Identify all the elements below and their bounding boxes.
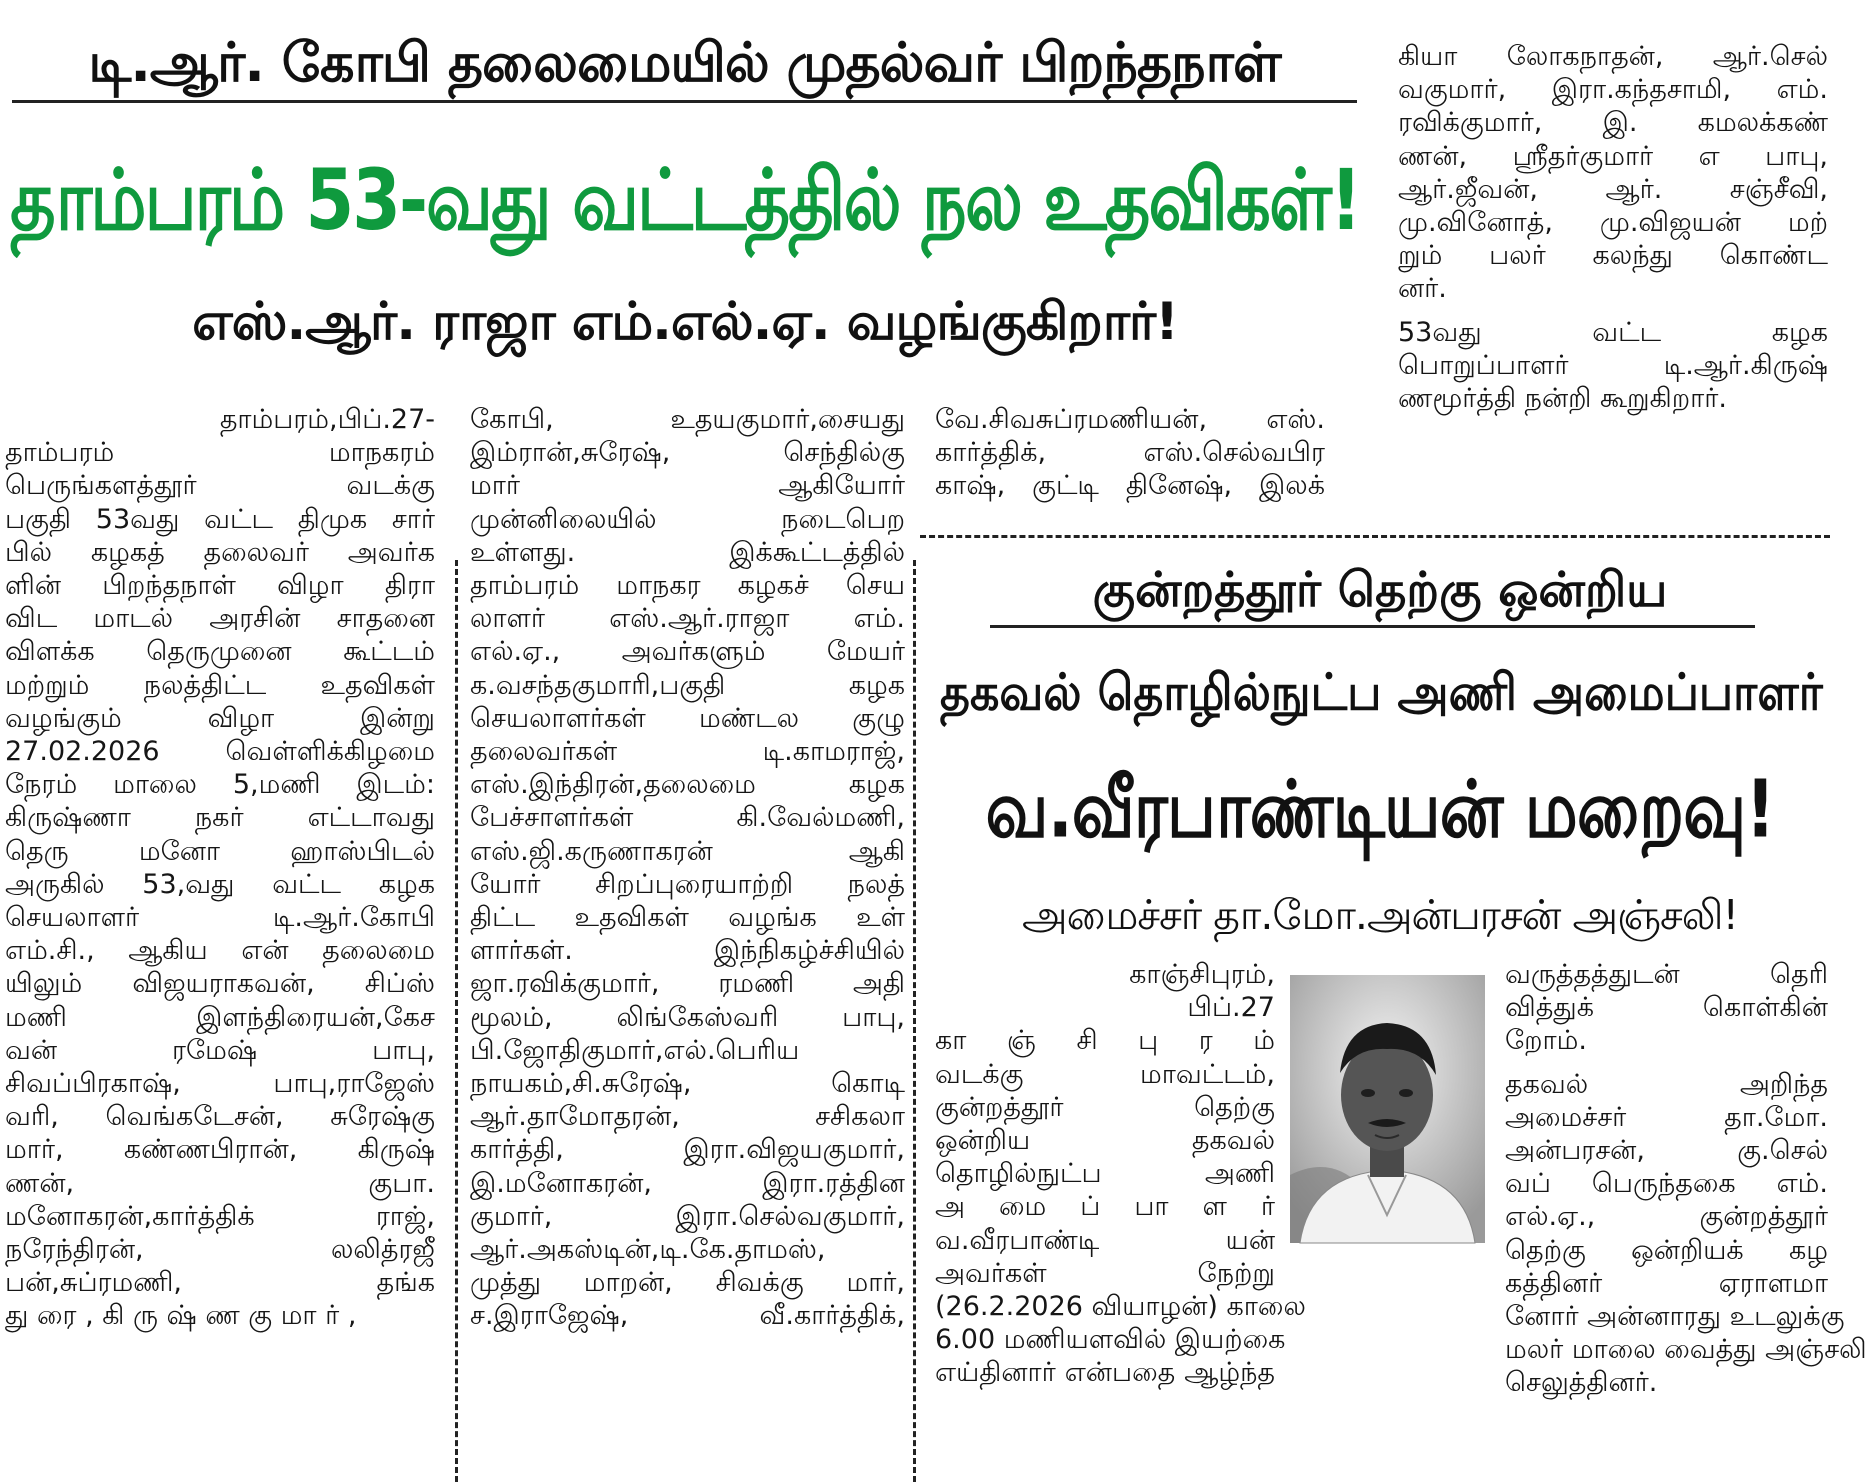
body-text-line: மு.வினோத், மு.விஜயன் மற் (1398, 207, 1828, 239)
body-text-line: ஆர்.அகஸ்டின்,டி.கே.தாமஸ், (470, 1234, 826, 1266)
body-text-line: தொழில்நுட்ப அணி (935, 1158, 1275, 1190)
body-text-line: றும் பலர் கலந்து கொண்ட (1398, 240, 1828, 272)
body-text-line: ணன், குபா. (5, 1167, 435, 1199)
body-text-line: பிப்.27 (1187, 992, 1275, 1024)
body-text-line: யோர் சிறப்புரையாற்றி நலத் (470, 868, 905, 900)
body-text-line: மணி இளந்திரையன்,கேச (5, 1001, 435, 1033)
body-text-line: காஞ்சிபுரம், (1129, 959, 1275, 990)
body-text-line: செயலாளர்கள் மண்டல குழு (470, 702, 905, 734)
body-text-line: அ மை ப் பா ள ர் (935, 1191, 1275, 1223)
portrait-photo (1290, 975, 1485, 1243)
body-text-line: செலுத்தினர். (1505, 1367, 1658, 1399)
body-text-line: முன்னிலையில் நடைபெற (470, 503, 905, 535)
body-text-line: ணமூர்த்தி நன்றி கூறுகிறார். (1398, 383, 1727, 415)
body-text-line: 53வது வட்ட கழக (1398, 316, 1828, 348)
body-text-line: மலர் மாலை வைத்து அஞ்சலி (1505, 1334, 1867, 1366)
article1-headline: தாம்பரம் 53-வது வட்டத்தில் நல உதவிகள்! (10, 150, 1360, 250)
body-text-line: மார், கண்ணபிரான், கிருஷ் (5, 1134, 435, 1166)
body-text-line: எஸ்.இந்திரன்,தலைமை கழக (470, 769, 905, 801)
body-text-line: நேரம் மாலை 5,மணி இடம்: (5, 769, 435, 801)
body-text-line: வப் பெருந்தகை எம். (1505, 1168, 1828, 1200)
body-text-line: பெருங்களத்தூர் வடக்கு (5, 470, 435, 502)
body-text-line: (26.2.2026 வியாழன்) காலை (935, 1291, 1306, 1323)
article1-column-4 (1398, 40, 1828, 415)
article-divider (920, 535, 1830, 538)
body-text-line: தலைவர்கள் டி.காமராஜ், (470, 736, 905, 768)
body-text-line: னர். (1398, 273, 1447, 305)
article1-subhead: எஸ்.ஆர். ராஜா எம்.எல்.ஏ. வழங்குகிறார்! (192, 292, 1178, 352)
body-text-line: விட மாடல் அரசின் சாதனை (5, 603, 435, 635)
body-text-line: சிவப்பிரகாஷ், பாபு,ராஜேஸ் (5, 1068, 435, 1100)
body-text-line: காஷ், குட்டி தினேஷ், இலக் (935, 470, 1325, 502)
body-text-line: தாம்பரம் மாநகர கழகச் செய (470, 570, 905, 602)
article2-column-2 (1505, 958, 1867, 1400)
body-text-line: நரேந்திரன், லலித்ரஜீ (5, 1234, 435, 1266)
kicker2-rule (990, 625, 1755, 628)
body-text-line: பில் கழகத் தலைவர் அவர்க (5, 536, 435, 568)
body-text-line: வன் ரமேஷ் பாபு, (5, 1034, 435, 1066)
body-text-line: றோம். (1505, 1025, 1587, 1057)
body-text-line: வழங்கும் விழா இன்று (5, 702, 435, 734)
article2-headline-line1: தகவல் தொழில்நுட்ப அணி அமைப்பாளர் (940, 662, 1823, 722)
body-text-line: 27.02.2026 வெள்ளிக்கிழமை (5, 736, 435, 768)
portrait-photo-svg (1290, 975, 1485, 1243)
body-text-line: அவர்கள் நேற்று (935, 1257, 1275, 1289)
body-text-line: வரி, வெங்கடேசன், சுரேஷ்கு (5, 1101, 435, 1133)
body-text-line: வித்துக் கொள்கின் (1505, 992, 1828, 1024)
body-text-line: அமைச்சர் தா.மோ. (1505, 1101, 1828, 1133)
body-text-line: க.வசந்தகுமாரி,பகுதி கழக (470, 669, 905, 701)
body-text-line: இம்ரான்,சுரேஷ், செந்தில்கு (470, 437, 905, 469)
body-text-line: தாம்பரம் மாநகரம் (5, 437, 435, 469)
body-text-line: வே.சிவசுப்ரமணியன், எஸ். (935, 404, 1325, 435)
article1-kicker: டி.ஆர். கோபி தலைமையில் முதல்வர் பிறந்தநாள் (88, 31, 1281, 94)
body-text-line: கியா லோகநாதன், ஆர்.செல் (1398, 41, 1828, 72)
body-text-line: னோர் அன்னாரது உடலுக்கு (1505, 1301, 1845, 1333)
body-text-line: எஸ்.ஜி.கருணாகரன் ஆகி (470, 835, 905, 867)
body-text-line: கோபி, உதயகுமார்,சையது (470, 404, 905, 435)
body-text-line: இ.மனோகரன், இரா.ரத்தின (470, 1167, 905, 1199)
body-text-line: ணன், ஸ்ரீதர்குமார் எ பாபு, (1398, 140, 1828, 172)
body-text-line: மார் ஆகியோர் (470, 470, 905, 502)
body-text-line: வ.வீரபாண்டி யன் (935, 1224, 1275, 1256)
article2-subhead: அமைச்சர் தா.மோ.அன்பரசன் அஞ்சலி! (1022, 891, 1738, 939)
body-text-line: கார்த்தி, இரா.விஜயகுமார், (470, 1134, 905, 1166)
body-text-line: கிருஷ்ணா நகர் எட்டாவது (5, 802, 435, 834)
article2-column-1 (935, 958, 1306, 1390)
body-text-line: வருத்தத்துடன் தெரி (1505, 959, 1828, 990)
body-text-line: அன்பரசன், கு.செல் (1505, 1135, 1828, 1167)
body-text-line: வடக்கு மாவட்டம், (935, 1058, 1275, 1090)
body-text-line: பி.ஜோதிகுமார்,எல்.பெரிய (470, 1034, 800, 1066)
body-text-line: ரவிக்குமார், இ. கமலக்கண் (1398, 107, 1828, 139)
body-text-line: தெரு மனோ ஹாஸ்பிடல் (5, 835, 435, 867)
body-text-line: ளின் பிறந்தநாள் விழா திரா (5, 570, 435, 602)
body-text-line: மனோகரன்,கார்த்திக் ராஜ், (5, 1200, 435, 1232)
article2-headline-line2: வ.வீரபாண்டியன் மறைவு! (985, 763, 1775, 856)
body-text-line: குன்றத்தூர் தெற்கு (935, 1091, 1275, 1123)
body-text-line: வகுமார், இரா.கந்தசாமி, எம். (1398, 74, 1828, 106)
body-text-line: எல்.ஏ., அவர்களும் மேயர் (470, 636, 905, 668)
column-divider (455, 560, 458, 1482)
body-text-line: யிலும் விஜயராகவன், சிப்ஸ் (5, 968, 435, 1000)
body-text-line: எம்.சி., ஆகிய என் தலைமை (5, 935, 435, 967)
body-text-line: து ரை , கி ரு ஷ் ண கு மா ர் , (5, 1300, 357, 1332)
body-text-line: எல்.ஏ., குன்றத்தூர் (1505, 1201, 1828, 1233)
body-text-line: பேச்சாளர்கள் கி.வேல்மணி, (470, 802, 905, 834)
body-text-line: பன்,சுப்ரமணி, தங்க (5, 1267, 435, 1299)
body-text-line: ஆர்.தாமோதரன், சசிகலா (470, 1101, 905, 1133)
body-text-line: மற்றும் நலத்திட்ட உதவிகள் (5, 669, 435, 701)
body-text-line: லாளர் எஸ்.ஆர்.ராஜா எம். (470, 603, 905, 635)
body-text-line: 6.00 மணியளவில் இயற்கை (935, 1324, 1286, 1356)
body-text-line: அருகில் 53,வது வட்ட கழக (5, 868, 435, 900)
body-text-line: நாயகம்,சி.சுரேஷ், கொடி (470, 1068, 905, 1100)
article2-kicker: குன்றத்தூர் தெற்கு ஒன்றிய (1092, 562, 1668, 618)
body-text-line: உள்ளது. இக்கூட்டத்தில் (470, 536, 905, 568)
body-text-line: தகவல் அறிந்த (1505, 1068, 1828, 1100)
body-text-line: ஒன்றிய தகவல் (935, 1125, 1275, 1157)
article1-column-2 (470, 403, 905, 1333)
column-divider (913, 560, 916, 1482)
body-text-line: கத்தினர் ஏராளமா (1505, 1267, 1828, 1299)
body-text-line: ஆர்.ஜீவன், ஆர். சஞ்சீவி, (1398, 173, 1828, 205)
body-text-line: கா ஞ் சி பு ர ம் (935, 1025, 1275, 1057)
body-text-line: கார்த்திக், எஸ்.செல்வபிர (935, 437, 1325, 469)
body-text-line: மூலம், லிங்கேஸ்வரி பாபு, (470, 1001, 905, 1033)
body-text-line: ச.இராஜேஷ், வீ.கார்த்திக், (470, 1300, 905, 1332)
body-text-line: எய்தினார் என்பதை ஆழ்ந்த (935, 1357, 1275, 1389)
body-text-line: குமார், இரா.செல்வகுமார், (470, 1200, 905, 1232)
body-text-line: திட்ட உதவிகள் வழங்க உள் (470, 902, 905, 934)
body-text-line: ளார்கள். இந்நிகழ்ச்சியில் (470, 935, 905, 967)
kicker-rule (12, 100, 1357, 103)
article1-column-1 (5, 403, 435, 1333)
body-text-line: முத்து மாறன், சிவக்கு மார், (470, 1267, 905, 1299)
body-text-line: தாம்பரம்,பிப்.27- (219, 404, 435, 435)
body-text-line: செயலாளர் டி.ஆர்.கோபி (5, 902, 435, 934)
body-text-line: தெற்கு ஒன்றியக் கழ (1505, 1234, 1828, 1266)
body-text-line: ஜா.ரவிக்குமார், ரமணி அதி (470, 968, 905, 1000)
body-text-line: பகுதி 53வது வட்ட திமுக சார் (5, 503, 435, 535)
body-text-line: பொறுப்பாளர் டி.ஆர்.கிருஷ் (1398, 349, 1828, 381)
article1-column-3 (935, 403, 1325, 503)
body-text-line: விளக்க தெருமுனை கூட்டம் (5, 636, 435, 668)
